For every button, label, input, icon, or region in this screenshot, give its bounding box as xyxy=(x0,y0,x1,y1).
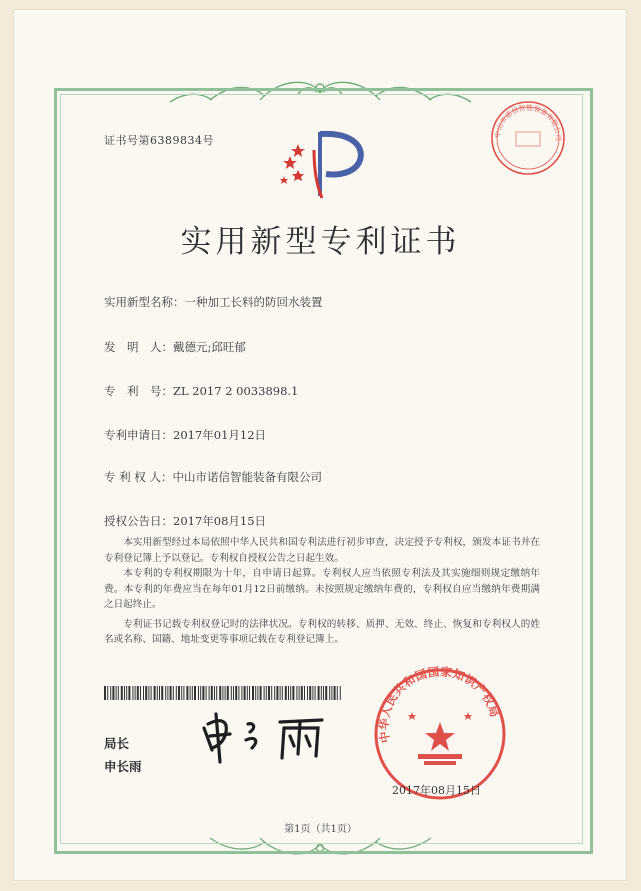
field-value: 中山市诺信智能装备有限公司 xyxy=(172,470,322,484)
field-label: 发 明 人： xyxy=(104,340,173,354)
handwritten-signature xyxy=(198,706,328,766)
field-inventor xyxy=(104,339,246,355)
field-patentee xyxy=(104,469,322,485)
signature-name: 申长雨 xyxy=(104,759,142,774)
svg-text:中山市诺信智能装备有限公司 xyxy=(493,103,563,141)
company-stamp-small xyxy=(486,96,570,180)
field-value: 一种加工长料的防回水装置 xyxy=(184,295,323,309)
field-grant-date xyxy=(104,513,266,529)
field-label: 专利申请日： xyxy=(104,428,173,442)
field-label: 专 利 权 人： xyxy=(104,470,173,484)
seal-date: 2017年08月15日 xyxy=(392,784,481,797)
body-paragraph: 本专利的专利权期限为十年，自申请日起算。专利权人应当依照专利法及其实施细则规定缴纳年费。本专利的年费应当在每年01月12日前缴纳。未按照规定缴纳年费的，专利权自应当缴纳年费期满之日起终止。 xyxy=(104,568,540,610)
cnipa-logo-icon xyxy=(276,126,372,204)
field-value: 2017年08月15日 xyxy=(173,514,267,528)
certificate-number: 证书号第6389834号 xyxy=(104,134,214,147)
body-paragraph: 专利证书记载专利权登记时的法律状况。专利权的转移、质押、无效、终止、恢复和专利权人的姓名或名称、国籍、地址变更等事项记载在专利登记簿上。 xyxy=(104,618,540,645)
certificate-body-text xyxy=(104,535,540,648)
field-value: ZL 2017 2 0033898.1 xyxy=(173,384,299,398)
small-stamp-text: 中山市诺信智能装备有限公司 xyxy=(493,103,563,142)
field-value: 戴德元;邱旺郁 xyxy=(173,340,246,354)
field-utility-name xyxy=(104,294,323,310)
field-label: 授权公告日： xyxy=(104,514,173,528)
page-number: 第1页（共1页） xyxy=(284,824,357,835)
field-patent-number xyxy=(104,383,298,399)
field-application-date xyxy=(104,427,266,443)
field-label: 专 利 号： xyxy=(104,384,173,398)
certificate-title: 实用新型专利证书 xyxy=(180,224,461,260)
barcode-icon xyxy=(104,686,342,700)
signature-title: 局长 xyxy=(104,736,130,751)
field-label: 实用新型名称： xyxy=(104,295,185,309)
body-paragraph: 本实用新型经过本局依照中华人民共和国专利法进行初步审查，决定授予专利权，颁发本证书并在专利登记簿上予以登记。专利权自授权公告之日起生效。 xyxy=(104,537,540,564)
field-value: 2017年01月12日 xyxy=(173,428,267,442)
seal-text: 中华人民共和国国家知识产权局 xyxy=(376,664,503,744)
